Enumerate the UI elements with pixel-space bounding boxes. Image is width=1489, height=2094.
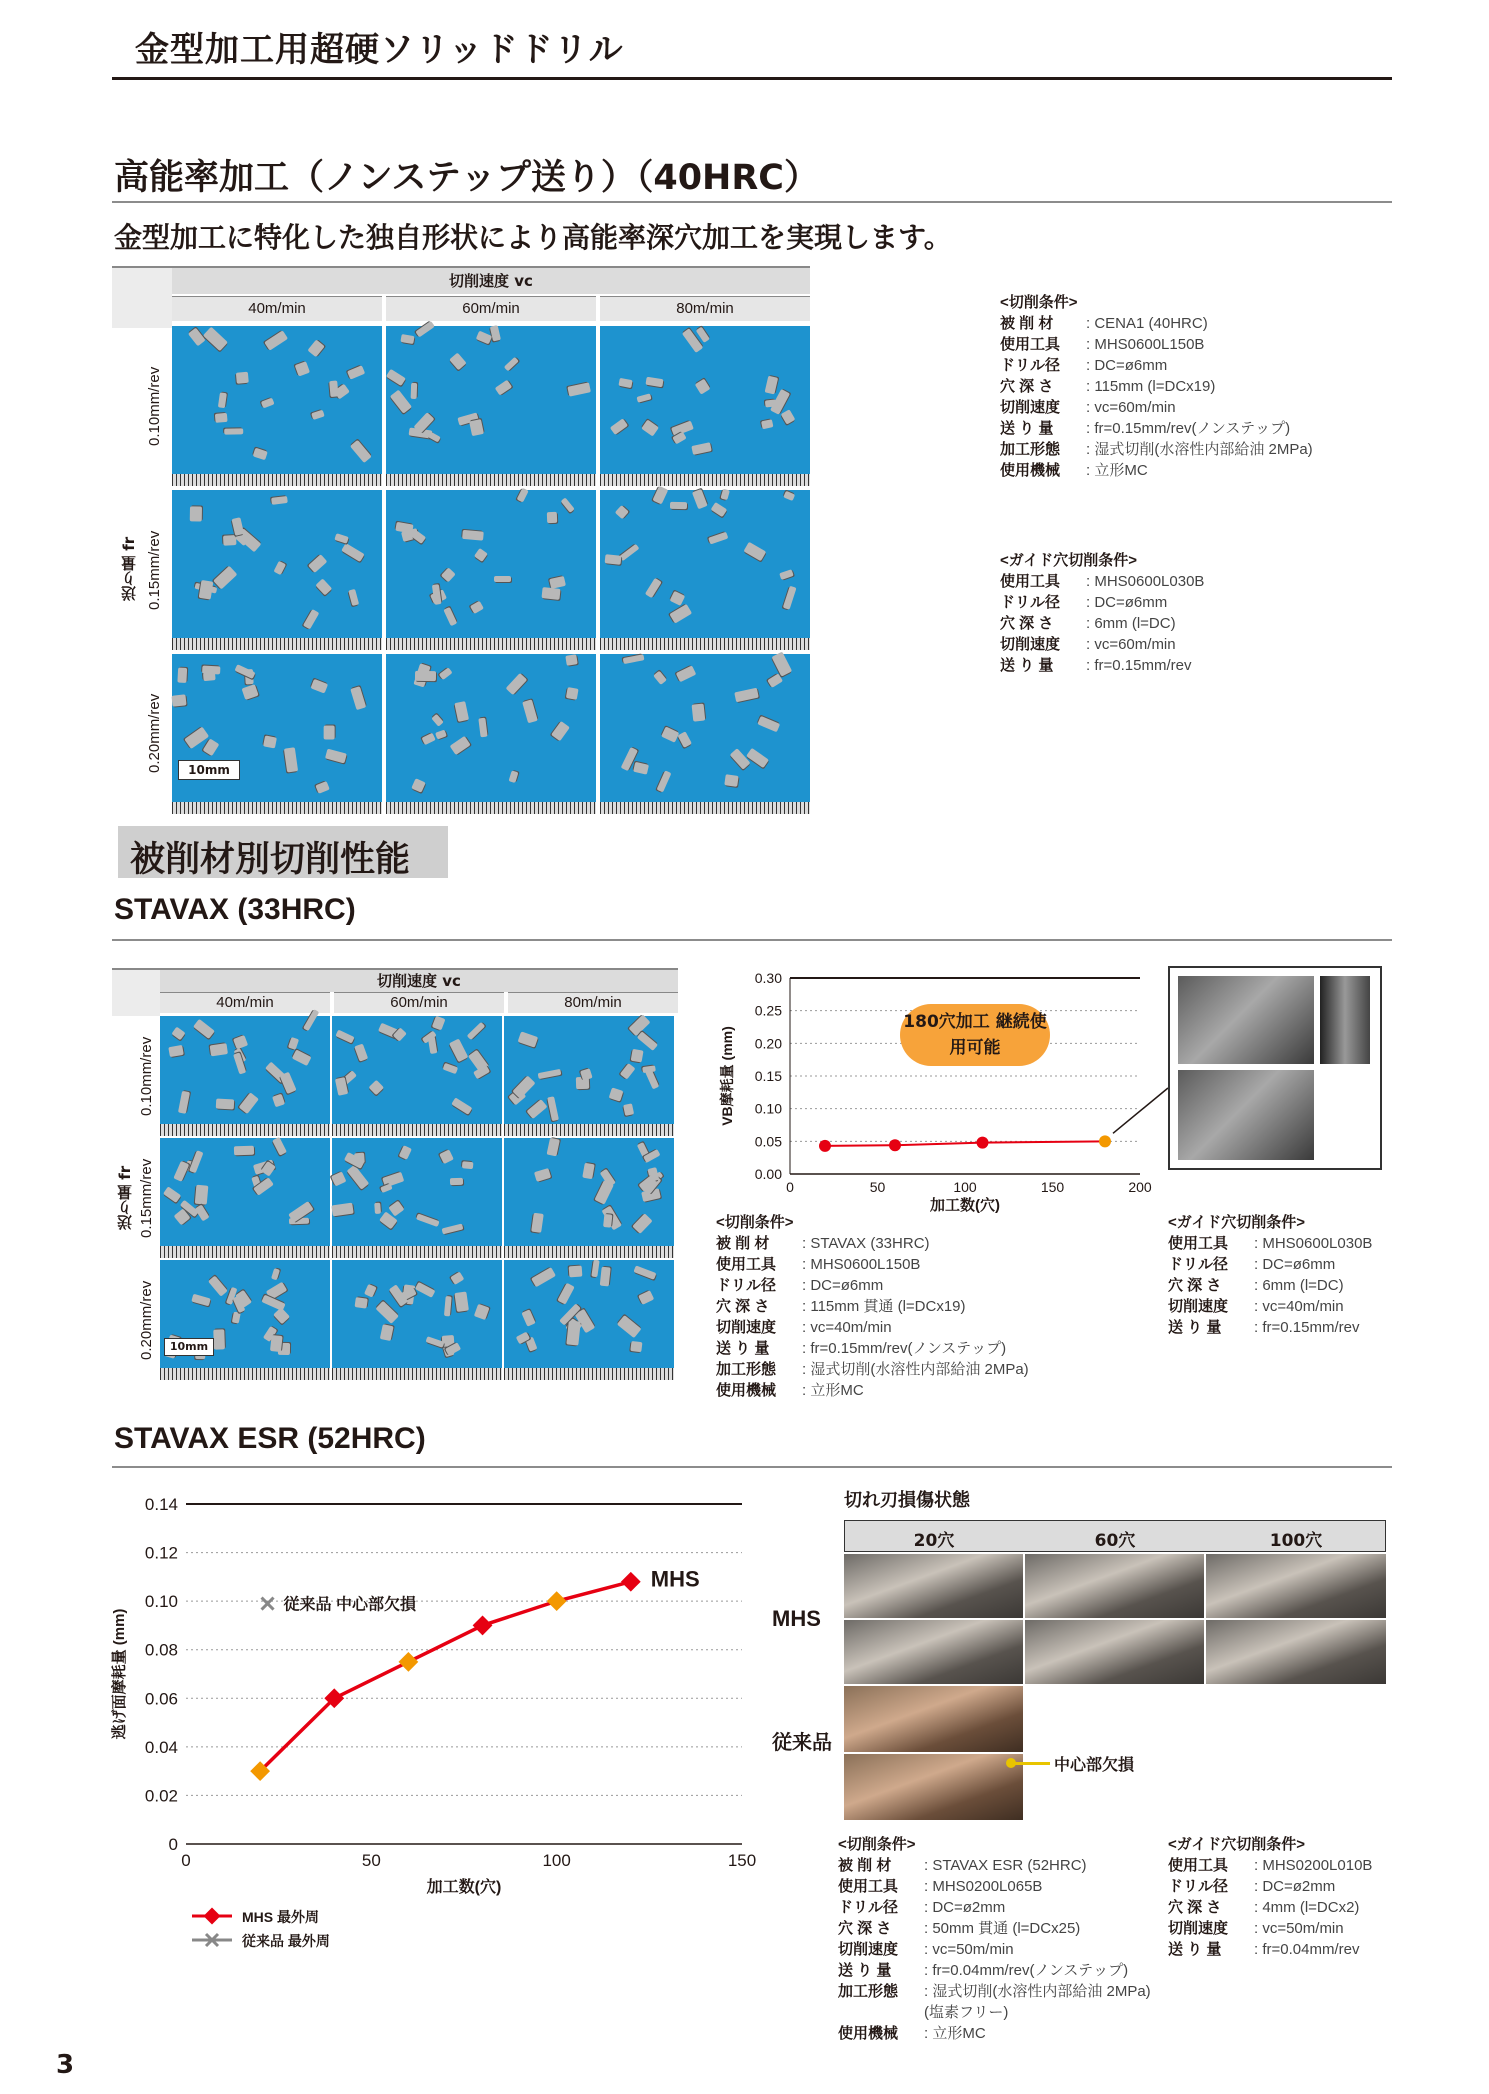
feed-row-label: 0.20mm/rev: [138, 1280, 155, 1360]
cond-row: [1000, 592, 1204, 613]
cond-key: 使用工具: [716, 1256, 777, 1273]
wear-photo: [1206, 1620, 1386, 1684]
cond-key: 加工形態: [716, 1361, 777, 1378]
section2-rule: [112, 939, 1392, 941]
cond-key: 使用工具: [1000, 573, 1061, 590]
cond-key: 切削速度: [1000, 399, 1061, 416]
cond-row: [716, 1296, 1029, 1317]
cond-value: : 6mm (l=DC): [1086, 615, 1176, 632]
guide-conditions-2: [1168, 1212, 1372, 1338]
series-label-mhs: MHS: [650, 1566, 700, 1592]
y-tick-label: 0.30: [754, 970, 782, 986]
series-line: [825, 1141, 1105, 1146]
guide-conditions-3: [1168, 1834, 1372, 1960]
cond-row: [1168, 1296, 1372, 1317]
section2-sub1: STAVAX (33HRC): [114, 893, 356, 926]
wear-photo: [844, 1754, 1023, 1820]
x-tick-label: 150: [1040, 1179, 1065, 1195]
cond-value: : fr=0.04mm/rev(ノンステップ): [924, 1962, 1129, 1979]
y-tick-label: 0.10: [144, 1592, 178, 1612]
drill-photo: [1178, 976, 1314, 1064]
cond-row: [716, 1233, 1029, 1254]
cond-key: ドリル径: [1168, 1878, 1229, 1895]
chip-photo: [160, 1138, 330, 1258]
cond-value: : MHS0200L010B: [1254, 1857, 1373, 1874]
chip-photo: [172, 654, 382, 814]
cond-value: : MHS0600L150B: [1086, 336, 1205, 353]
data-point: [473, 1616, 493, 1636]
flank-wear-chart: [110, 1486, 770, 1949]
cond-row: [1000, 355, 1313, 376]
cond-row: [716, 1359, 1029, 1380]
cond-key: ドリル径: [1168, 1256, 1229, 1273]
wear-col: 20穴: [913, 1531, 955, 1551]
cond-row: [838, 1981, 1151, 2002]
callout-bubble: [900, 1004, 1050, 1066]
cond-value: : 4mm (l=DCx2): [1254, 1899, 1360, 1916]
cond-value: : vc=40m/min: [1254, 1298, 1344, 1315]
wear-photo: [1025, 1554, 1204, 1618]
cond-row: [1000, 397, 1313, 418]
cond-value: : vc=50m/min: [1254, 1920, 1344, 1937]
cond-value: : 立形MC: [924, 2025, 986, 2042]
cond-value: : vc=60m/min: [1086, 636, 1176, 653]
cond-key: 送 り 量: [1168, 1941, 1222, 1958]
scale-bar: 10mm: [164, 1338, 214, 1356]
data-point: [1099, 1135, 1111, 1147]
cond-value: : MHS0200L065B: [924, 1878, 1043, 1895]
y-tick-label: 0.12: [144, 1543, 178, 1563]
cond-value: : 6mm (l=DC): [1254, 1277, 1344, 1294]
speed-col: 80m/min: [600, 296, 810, 321]
wear-photo: [844, 1554, 1023, 1618]
y-tick-label: 0.20: [754, 1035, 782, 1052]
vb-wear-chart: [700, 960, 1170, 1214]
drill-photo: [1178, 1070, 1314, 1160]
cond-value: : MHS0600L030B: [1086, 573, 1205, 590]
cond-row: [1000, 571, 1204, 592]
cond-value: : DC=ø6mm: [802, 1277, 884, 1294]
chip-photo: [160, 1016, 330, 1136]
y-tick-label: 0.14: [144, 1495, 178, 1514]
cond-key: 送 り 量: [838, 1962, 892, 1979]
cond-key: 穴 深 さ: [838, 1920, 892, 1937]
y-tick-label: 0.02: [144, 1786, 178, 1806]
cond-value: : 湿式切削(水溶性内部給油 2MPa): [802, 1361, 1029, 1378]
speed-label: 切削速度 vc: [172, 266, 810, 294]
y-tick-label: 0.15: [754, 1068, 782, 1084]
page-number: 3: [56, 2050, 75, 2080]
y-axis-label: VB摩耗量 (mm): [719, 1026, 735, 1126]
legend-label-mhs: MHS 最外周: [242, 1909, 319, 1925]
cond-value: : DC=ø6mm: [1086, 357, 1168, 374]
cond-key: 送 り 量: [1000, 420, 1054, 437]
x-tick-label: 50: [869, 1179, 886, 1195]
y-tick-label: 0.04: [144, 1737, 178, 1757]
cond-key: 使用工具: [1168, 1857, 1229, 1874]
cond-key: 使用工具: [1168, 1235, 1229, 1252]
wear-row-label: MHS: [772, 1606, 821, 1631]
cond-value: : DC=ø6mm: [1254, 1256, 1336, 1273]
cond-key: 使用工具: [838, 1878, 899, 1895]
chip-photo: [600, 654, 810, 814]
drill-photo-frame: [1168, 966, 1382, 1170]
y-tick-label: 0.06: [144, 1689, 178, 1709]
cond-value: : vc=40m/min: [802, 1319, 892, 1336]
legend-label-conv: 従来品 最外周: [242, 1933, 330, 1949]
cond-value: : vc=50m/min: [924, 1941, 1014, 1958]
cond-value: : fr=0.15mm/rev(ノンステップ): [1086, 420, 1291, 437]
cond-value: (塩素フリー): [924, 2004, 1009, 2021]
x-tick-label: 200: [1128, 1179, 1152, 1195]
chip-photo: [600, 490, 810, 650]
feed-row-label: 0.15mm/rev: [138, 1158, 155, 1238]
cond-key: 穴 深 さ: [1168, 1277, 1222, 1294]
chip-photo: [386, 490, 596, 650]
cond-value: : vc=60m/min: [1086, 399, 1176, 416]
section1-rule: [112, 201, 1392, 203]
chip-photo: [504, 1260, 674, 1380]
y-tick-label: 0.05: [754, 1133, 782, 1150]
cond-value: : 115mm 貫通 (l=DCx19): [802, 1298, 966, 1315]
cond-row: [1000, 460, 1313, 481]
cond-value: : fr=0.15mm/rev(ノンステップ): [802, 1340, 1007, 1357]
cond-value: : STAVAX ESR (52HRC): [924, 1857, 1087, 1874]
cond-heading: <切削条件>: [1000, 294, 1078, 311]
cond-key: 切削速度: [838, 1941, 899, 1958]
cond-row: [1168, 1254, 1372, 1275]
wear-row-label: 従来品: [772, 1730, 832, 1754]
cond-key: 被 削 材: [838, 1857, 892, 1874]
flank-wear-chart-svg: [110, 1486, 770, 1949]
speed-col: 60m/min: [386, 296, 596, 321]
guide-heading: <ガイド穴切削条件>: [1000, 552, 1138, 569]
data-point: [819, 1140, 831, 1152]
y-tick-label: 0.10: [754, 1100, 782, 1117]
x-tick-label: 100: [542, 1851, 571, 1870]
vb-wear-chart-svg: [700, 960, 1170, 1214]
speed-col: 40m/min: [160, 992, 330, 1013]
cond-row: [1168, 1233, 1372, 1254]
cond-row: [1000, 376, 1313, 397]
y-tick-label: 0.25: [754, 1002, 782, 1019]
cond-value: : MHS0600L030B: [1254, 1235, 1373, 1252]
cutting-conditions-2: [716, 1212, 1029, 1401]
cond-value: : fr=0.15mm/rev: [1086, 657, 1192, 674]
cond-key: 被 削 材: [716, 1235, 770, 1252]
guide-conditions-1: [1000, 550, 1204, 676]
feed-row-label: 0.10mm/rev: [138, 1036, 155, 1116]
section1-lead: 金型加工に特化した独自形状により高能率深穴加工を実現します。: [114, 221, 952, 254]
cond-key: ドリル径: [1000, 357, 1061, 374]
section2-sub2: STAVAX ESR (52HRC): [114, 1422, 426, 1455]
wear-photo-grid: [844, 1520, 1386, 1820]
y-tick-label: 0: [168, 1835, 178, 1854]
cond-key: 穴 深 さ: [1000, 615, 1054, 632]
chip-photo: [504, 1016, 674, 1136]
cond-key: 被 削 材: [1000, 315, 1054, 332]
speed-label: 切削速度 vc: [160, 968, 678, 992]
header-rule: [112, 77, 1392, 80]
cond-value: : STAVAX (33HRC): [802, 1235, 930, 1252]
chip-photo: [332, 1016, 502, 1136]
cond-row: [716, 1254, 1029, 1275]
chip-photo: [172, 490, 382, 650]
cond-row: [1000, 418, 1313, 439]
cond-value: : DC=ø2mm: [924, 1899, 1006, 1916]
cond-row: [1168, 1317, 1372, 1338]
cond-key: 送 り 量: [1000, 657, 1054, 674]
chip-photo: [600, 326, 810, 486]
cond-row: [838, 1855, 1151, 1876]
x-tick-label: 0: [786, 1179, 794, 1195]
cond-value: : 湿式切削(水溶性内部給油 2MPa): [924, 1983, 1151, 2000]
cond-key: 送 り 量: [716, 1340, 770, 1357]
feed-label: 送り量 fr: [120, 536, 138, 602]
cond-row: [1168, 1918, 1372, 1939]
data-point: [399, 1652, 419, 1672]
cond-row: [1168, 1275, 1372, 1296]
header-title: 金型加工用超硬ソリッドドリル: [135, 30, 624, 70]
x-tick-label: 0: [181, 1851, 191, 1870]
callout-pointer: [1113, 1088, 1168, 1133]
wear-note: 中心部欠損: [1054, 1755, 1135, 1774]
speed-col: 60m/min: [334, 992, 504, 1013]
cond-heading: <切削条件>: [716, 1214, 794, 1231]
cond-key: 送 り 量: [1168, 1319, 1222, 1336]
scale-bar: 10mm: [178, 760, 240, 780]
chip-photo: [160, 1260, 330, 1380]
chip-grid-2: [112, 968, 678, 1380]
cond-row: [1168, 1876, 1372, 1897]
wear-pointer-dot: [1006, 1758, 1016, 1768]
cond-row: [1168, 1855, 1372, 1876]
cond-heading: <切削条件>: [838, 1836, 916, 1853]
section1-title: 高能率加工（ノンステップ送り）（40HRC）: [114, 158, 819, 198]
legend-marker-mhs: [204, 1908, 221, 1925]
cond-row: [838, 1939, 1151, 1960]
cond-row: [838, 1918, 1151, 1939]
chip-photo: [386, 654, 596, 814]
cond-value: : 立形MC: [1086, 462, 1148, 479]
feed-row-label: 0.20mm/rev: [146, 693, 163, 773]
wear-pointer-line: [1012, 1762, 1050, 1765]
cond-row: [1168, 1939, 1372, 1960]
cond-key: 切削速度: [1168, 1298, 1229, 1315]
cond-value: : DC=ø6mm: [1086, 594, 1168, 611]
cond-key: 加工形態: [1000, 441, 1061, 458]
cond-key: 切削速度: [1000, 636, 1061, 653]
cond-row: [716, 1338, 1029, 1359]
cond-key: 使用機械: [838, 2025, 899, 2042]
cond-value: : MHS0600L150B: [802, 1256, 921, 1273]
wear-photo: [1206, 1554, 1386, 1618]
callout-text: 180穴加工 継続使用可能: [903, 1012, 1047, 1058]
cutting-conditions-1: [1000, 292, 1313, 481]
cond-key: 使用工具: [1000, 336, 1061, 353]
cond-value: : fr=0.04mm/rev: [1254, 1941, 1360, 1958]
chip-photo: [332, 1138, 502, 1258]
cond-row: [716, 1380, 1029, 1401]
cond-value: : DC=ø2mm: [1254, 1878, 1336, 1895]
cond-value: : 115mm (l=DCx19): [1086, 378, 1216, 395]
y-axis-label: 逃げ面摩耗量 (mm): [111, 1608, 128, 1740]
cond-value: : CENA1 (40HRC): [1086, 315, 1208, 332]
cond-value: : 湿式切削(水溶性内部給油 2MPa): [1086, 441, 1313, 458]
guide-heading: <ガイド穴切削条件>: [1168, 1836, 1306, 1853]
wear-title: 切れ刃損傷状態: [844, 1490, 970, 1511]
data-point: [889, 1139, 901, 1151]
wear-photo: [844, 1620, 1023, 1684]
cond-row: [1000, 634, 1204, 655]
cond-row: [838, 2002, 1151, 2023]
chip-photo: [172, 326, 382, 486]
chip-photo: [504, 1138, 674, 1258]
wear-photo: [844, 1686, 1023, 1752]
x-tick-label: 100: [953, 1179, 977, 1195]
cond-key: 使用機械: [1000, 462, 1061, 479]
chip-photo: [332, 1260, 502, 1380]
x-tick-label: 50: [361, 1851, 381, 1870]
cond-row: [1168, 1897, 1372, 1918]
cutting-conditions-3: [838, 1834, 1151, 2044]
cond-row: [838, 1960, 1151, 1981]
y-tick-label: 0.00: [754, 1166, 782, 1182]
data-point: [621, 1572, 641, 1592]
cond-key: ドリル径: [716, 1277, 777, 1294]
cond-key: ドリル径: [838, 1899, 899, 1916]
conv-marker: [262, 1598, 274, 1610]
cond-key: 加工形態: [838, 1983, 899, 2000]
cond-row: [716, 1275, 1029, 1296]
cond-row: [1000, 313, 1313, 334]
cond-row: [838, 1876, 1151, 1897]
y-tick-label: 0.08: [144, 1640, 178, 1660]
cond-value: : fr=0.15mm/rev: [1254, 1319, 1360, 1336]
cond-row: [716, 1317, 1029, 1338]
cond-row: [838, 1897, 1151, 1918]
wear-col: 100穴: [1269, 1531, 1323, 1551]
cond-row: [1000, 334, 1313, 355]
section2-rule-2: [112, 1466, 1392, 1468]
feed-row-label: 0.10mm/rev: [146, 366, 163, 446]
feed-label: 送り量 fr: [116, 1165, 134, 1231]
guide-heading: <ガイド穴切削条件>: [1168, 1214, 1306, 1231]
cond-value: : 立形MC: [802, 1382, 864, 1399]
speed-col: 80m/min: [508, 992, 678, 1013]
chip-grid-1: [112, 266, 810, 812]
speed-col: 40m/min: [172, 296, 382, 321]
cond-key: 穴 深 さ: [716, 1298, 770, 1315]
cond-row: [1000, 613, 1204, 634]
cond-key: 使用機械: [716, 1382, 777, 1399]
chip-photo: [386, 326, 596, 486]
x-axis-label: 加工数(穴): [426, 1879, 502, 1896]
cond-row: [1000, 439, 1313, 460]
drill-photo: [1320, 976, 1370, 1064]
cond-key: 切削速度: [1168, 1920, 1229, 1937]
wear-col: 60穴: [1094, 1531, 1136, 1551]
series-label-conv: 従来品 中心部欠損: [283, 1596, 416, 1614]
feed-row-label: 0.15mm/rev: [146, 530, 163, 610]
cond-key: 穴 深 さ: [1000, 378, 1054, 395]
cond-key: 穴 深 さ: [1168, 1899, 1222, 1916]
cond-row: [838, 2023, 1151, 2044]
x-tick-label: 150: [727, 1851, 757, 1870]
data-point: [977, 1137, 989, 1149]
section2-title: 被削材別切削性能: [130, 840, 411, 880]
cond-key: 切削速度: [716, 1319, 777, 1336]
cond-value: : 50mm 貫通 (l=DCx25): [924, 1920, 1081, 1937]
wear-photo: [1025, 1620, 1204, 1684]
cond-key: ドリル径: [1000, 594, 1061, 611]
cond-row: [1000, 655, 1204, 676]
data-point: [547, 1591, 567, 1611]
x-axis-label: 加工数(穴): [930, 1197, 1000, 1214]
